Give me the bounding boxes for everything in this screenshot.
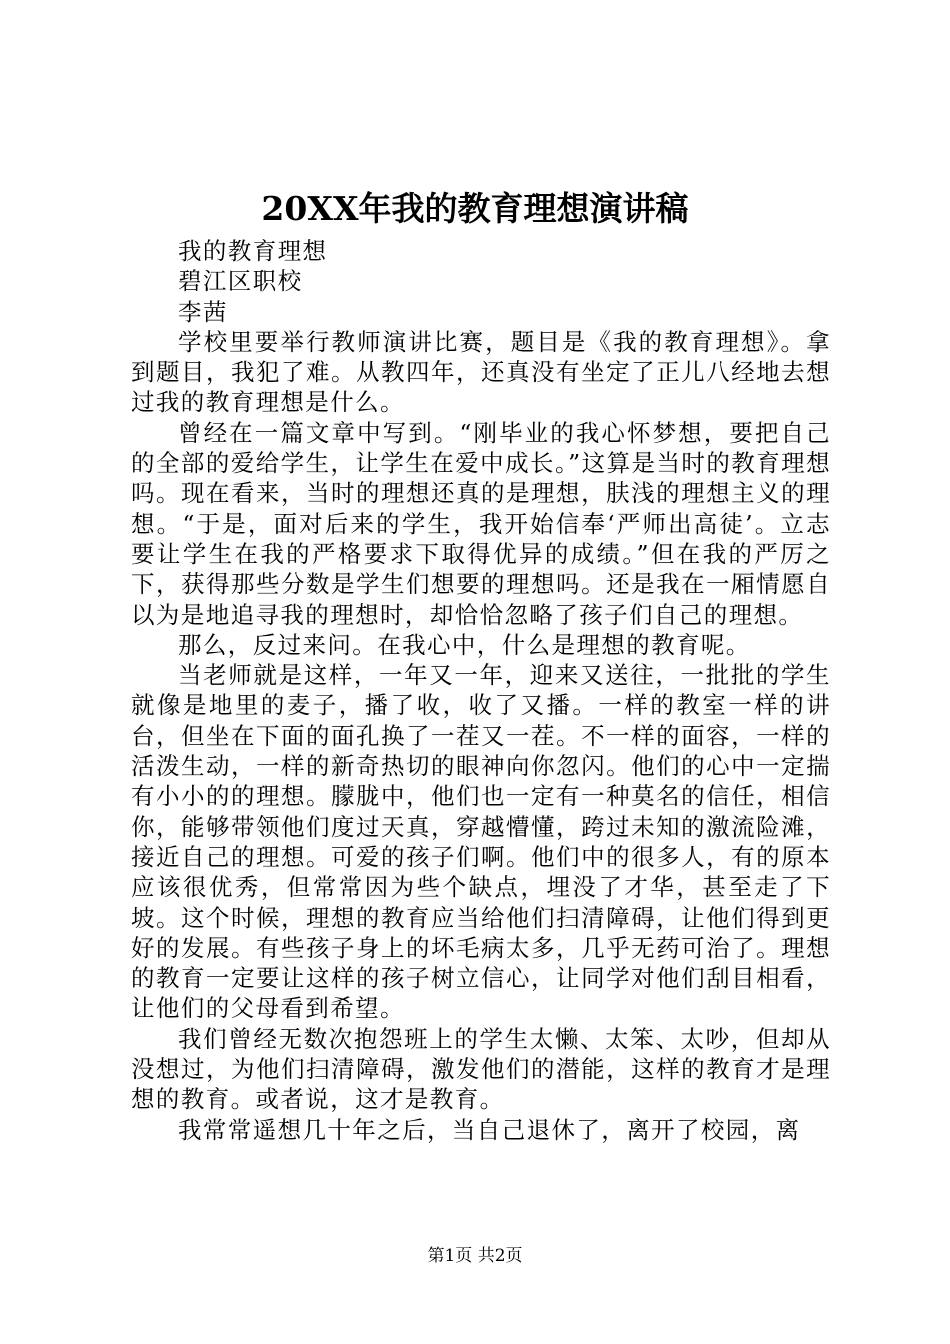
paragraph: 当老师就是这样，一年又一年，迎来又送往，一批批的学生就像是地里的麦子，播了收，收了又播。一样的教室一样的讲台，但坐在下面的面孔换了一茬又一茬。不一样的面容，一样的活泼生动，一样的新奇热切的眼神向你忽闪。他们的心中一定揣有小小的的理想。朦胧中，他们也一定有一种莫名的信任，相信你，能够带领他们度过天真，穿越懵懂，跨过未知的激流险滩，接近自己的理想。可爱的孩子们啊。他们中的很多人，有的原本应该很优秀，但常常因为些个缺点，埋没了才华，甚至走了下坡。这个时候，理想的教育应当给他们扫清障碍，让他们得到更好的发展。有些孩子身上的坏毛病太多，几乎无药可治了。理想的教育一定要让这样的孩子树立信心，让同学对他们刮目相看，让他们的父母看到希望。 bbox=[131, 661, 831, 1023]
paragraph: 学校里要举行教师演讲比赛，题目是《我的教育理想》。拿到题目，我犯了难。从教四年，还真没有坐定了正儿八经地去想过我的教育理想是什么。 bbox=[131, 327, 831, 417]
author-line: 李茜 bbox=[178, 297, 228, 326]
paragraph: 曾经在一篇文章中写到。“刚毕业的我心怀梦想，要把自己的全部的爱给学生，让学生在爱中成长。”这算是当时的教育理想吗。现在看来，当时的理想还真的是理想，肤浅的理想主义的理想。“于是，面对后来的学生，我开始信奉‘严师出高徒’。立志要让学生在我的严格要求下取得优异的成绩。”但在我的严厉之下，获得那些分数是学生们想要的理想吗。还是我在一厢情愿自以为是地追寻我的理想时，却恰恰忽略了孩子们自己的理想。 bbox=[131, 418, 831, 629]
school-line: 碧江区职校 bbox=[178, 267, 303, 296]
paragraph: 我们曾经无数次抱怨班上的学生太懒、太笨、太吵，但却从没想过，为他们扫清障碍，激发他们的潜能，这样的教育才是理想的教育。或者说，这才是教育。 bbox=[131, 1024, 831, 1114]
subtitle-line: 我的教育理想 bbox=[178, 237, 328, 265]
paragraph: 那么，反过来问。在我心中，什么是理想的教育呢。 bbox=[178, 630, 751, 659]
document-body bbox=[131, 236, 831, 1145]
paragraph: 我常常遥想几十年之后，当自己退休了，离开了校园，离 bbox=[178, 1115, 801, 1144]
document-title: 20XX年我的教育理想演讲稿 bbox=[261, 189, 689, 228]
page-number-footer: 第1页 共2页 bbox=[427, 1246, 523, 1266]
